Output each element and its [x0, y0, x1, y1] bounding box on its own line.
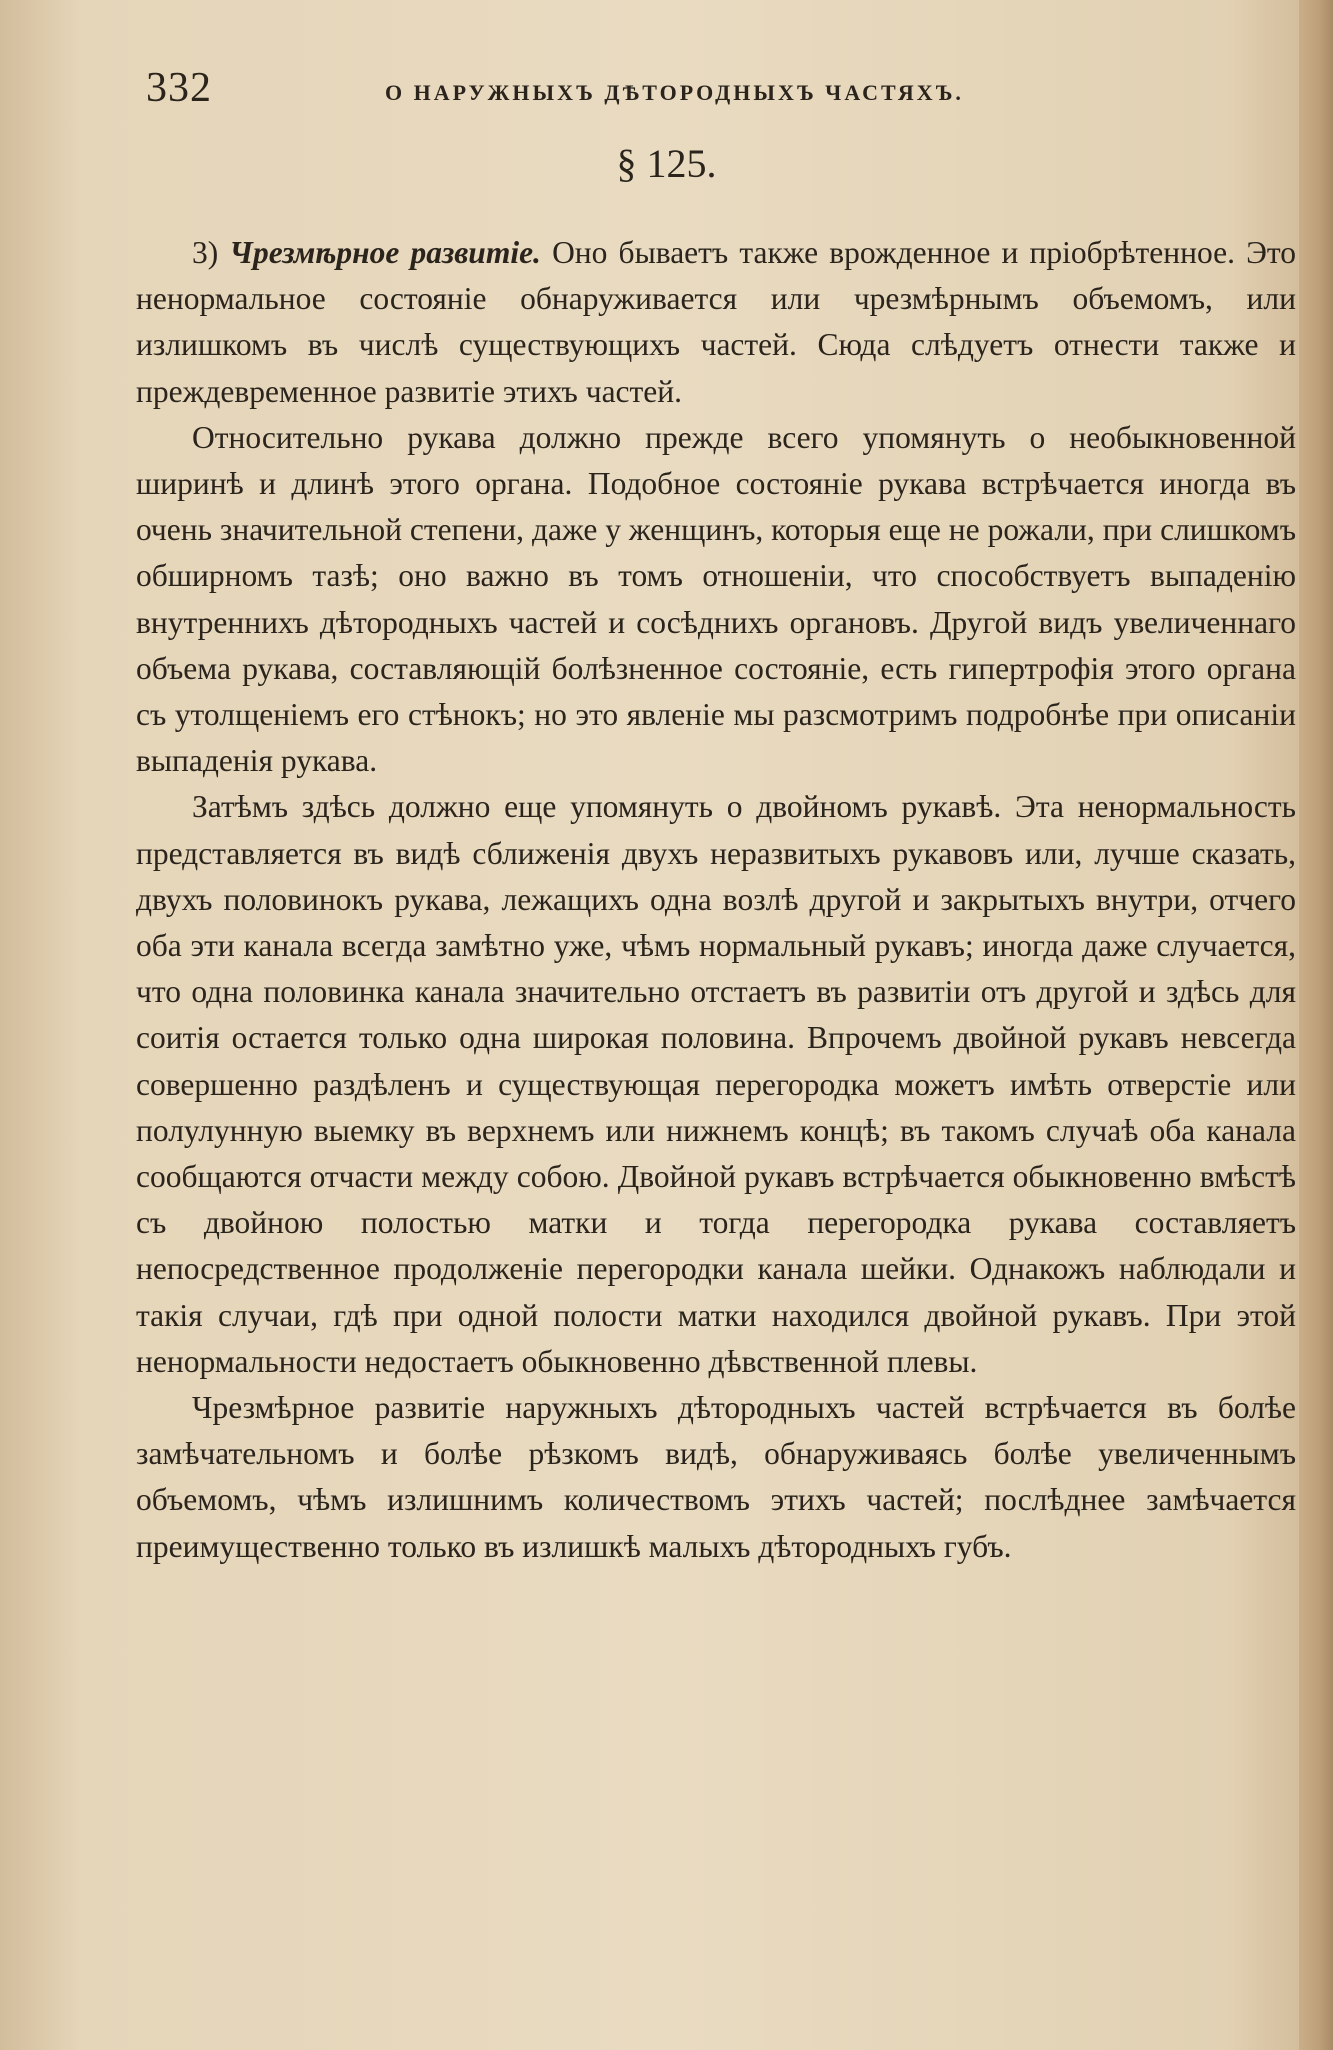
paragraph-1-lead: Чрезмѣрное развитіе.	[229, 235, 541, 270]
paragraph-1-prefix: 3)	[192, 235, 230, 270]
paragraph-2: Относительно рукава должно прежде всего упомянуть о необыкновенной ширинѣ и длинѣ этого органа. Подобное состояніе рукава встрѣчается иногда въ очень значительной степени, даже у женщинъ, которыя еще не рожали, при слишкомъ обширномъ тазѣ; оно важно въ томъ отношеніи, что способствуетъ выпаденію внутреннихъ дѣтородныхъ частей и сосѣднихъ органовъ. Другой видъ увеличеннаго объема рукава, составляющій болѣзненное состояніе, есть гипертрофія этого органа съ утолщеніемъ его стѣнокъ; но это явленіе мы разсмотримъ подробнѣе при описаніи выпаденія рукава.	[136, 419, 1296, 779]
paragraph-1	[136, 230, 1296, 415]
paragraph-3: Затѣмъ здѣсь должно еще упомянуть о двойномъ рукавѣ. Эта ненормальность представляется въ видѣ сближенія двухъ неразвитыхъ рукавовъ или, лучше сказать, двухъ половинокъ рукава, лежащихъ одна возлѣ другой и закрытыхъ внутри, отчего оба эти канала всегда замѣтно уже, чѣмъ нормальный рукавъ; иногда даже случается, что одна половинка канала значительно отстаетъ въ развитіи отъ другой и здѣсь для соитія остается только одна широкая половина. Впрочемъ двойной рукавъ невсегда совершенно раздѣленъ и существующая перегородка можетъ имѣть отверстіе или полулунную выемку въ верхнемъ или нижнемъ концѣ; въ такомъ случаѣ оба канала сообщаются отчасти между собою. Двойной рукавъ встрѣчается обыкновенно вмѣстѣ съ двойною полостью матки и тогда перегородка рукава составляетъ непосредственное продолженіе перегородки канала шейки. Однакожъ наблюдали и такія случаи, гдѣ при одной полости матки находился двойной рукавъ. При этой ненормальности недостаетъ обыкновенно дѣвственной плевы.	[136, 789, 1296, 1379]
paragraph-4: Чрезмѣрное развитіе наружныхъ дѣтородныхъ частей встрѣчается въ болѣе замѣчательномъ и болѣе рѣзкомъ видѣ, обнаруживаясь болѣе увеличеннымъ объемомъ, чѣмъ излишнимъ количествомъ этихъ частей; послѣднее замѣчается преимущественно только въ излишкѣ малыхъ дѣтородныхъ губъ.	[136, 1390, 1296, 1564]
running-title: О НАРУЖНЫХЪ ДѢТОРОДНЫХЪ ЧАСТЯХЪ.	[385, 80, 964, 105]
page-edge	[1299, 0, 1333, 2050]
body-text	[136, 230, 1296, 1570]
page-number: 332	[146, 65, 212, 111]
section-heading: § 125.	[616, 141, 717, 186]
paragraph-1-text: Оно бываетъ также врожденное и пріобрѣтенное. Это ненормальное состояніе обнаруживается или чрезмѣрнымъ объемомъ, или излишкомъ въ числѣ существующихъ частей. Сюда слѣдуетъ отнести также и преждевременное развитіе этихъ частей.	[136, 235, 1296, 409]
